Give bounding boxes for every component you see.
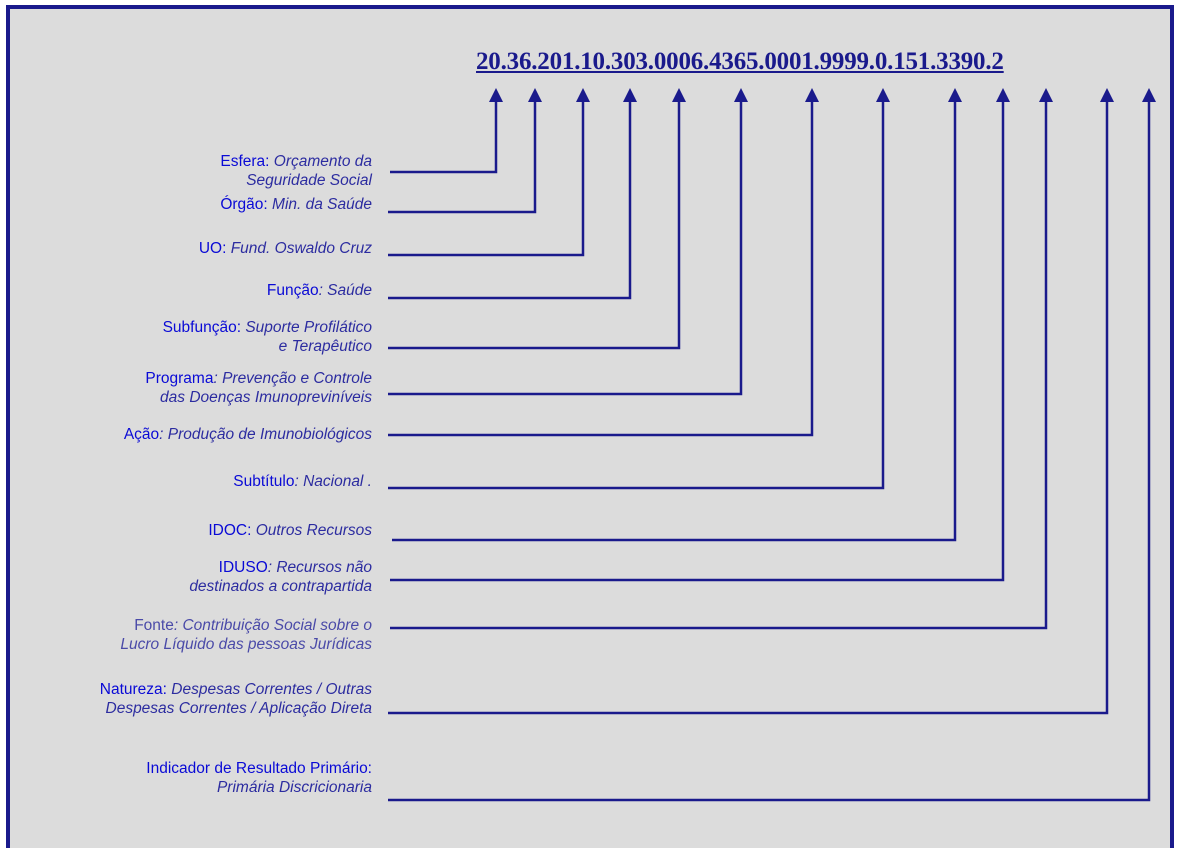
arrow-up-icon [576, 88, 590, 102]
connector-line [388, 102, 883, 488]
label-description: Despesas Correntes / Outras [166, 681, 372, 698]
connector-line [388, 102, 583, 255]
connector-line [388, 102, 1107, 713]
label-description: Primária Discricionaria [216, 779, 372, 796]
label-description: : Saúde [318, 282, 372, 299]
label-term: Ação [123, 426, 160, 443]
connector-line [390, 102, 1003, 580]
label-term: Função [266, 282, 319, 299]
arrow-up-icon [1142, 88, 1156, 102]
label-term: Fonte [134, 617, 174, 634]
label-term: Esfera: [220, 153, 270, 170]
arrow-up-icon [996, 88, 1010, 102]
label-term: IDOC: [208, 522, 252, 539]
label-description: : Recursos não [267, 559, 372, 576]
label-description: Despesas Correntes / Aplicação Direta [105, 700, 372, 717]
connector-line [390, 102, 1046, 628]
label-term: IDUSO [218, 559, 268, 576]
arrow-up-icon [623, 88, 637, 102]
arrow-up-icon [1039, 88, 1053, 102]
arrow-up-icon [734, 88, 748, 102]
arrow-up-icon [876, 88, 890, 102]
label-description: Min. da Saúde [267, 196, 372, 213]
label-description: das Doenças Imunopreviníveis [160, 389, 372, 406]
program-code: 20.36.201.10.303.0006.4365.0001.9999.0.151.3390.2 [476, 48, 1004, 75]
label-description: Lucro Líquido das pessoas Jurídicas [120, 636, 372, 653]
label-description: : Contribuição Social sobre o [173, 617, 372, 634]
label-term: Indicador de Resultado Primário: [146, 760, 372, 777]
label-description: destinados a contrapartida [189, 578, 372, 595]
label-description: : Nacional . [294, 473, 372, 490]
connector-line [390, 102, 496, 172]
label-description: Seguridade Social [246, 172, 372, 189]
arrow-up-icon [1100, 88, 1114, 102]
label-description: Suporte Profilático [241, 319, 372, 336]
connector-line [388, 102, 630, 298]
arrow-up-icon [528, 88, 542, 102]
arrow-up-icon [672, 88, 686, 102]
label-term: Órgão: [220, 196, 268, 213]
connector-line [388, 102, 741, 394]
connector-line [388, 102, 535, 212]
connector-line [388, 102, 1149, 800]
label-term: Subfunção: [162, 319, 242, 336]
label-term: Subtítulo [233, 473, 295, 490]
connector-line [388, 102, 679, 348]
label-term: UO: [198, 240, 227, 257]
label-term: Natureza: [99, 681, 167, 698]
arrow-up-icon [805, 88, 819, 102]
connector-line [392, 102, 955, 540]
arrow-up-icon [948, 88, 962, 102]
arrow-up-icon [489, 88, 503, 102]
label-description: : Produção de Imunobiológicos [159, 426, 372, 443]
label-description: Orçamento da [269, 153, 372, 170]
label-description: Fund. Oswaldo Cruz [226, 240, 372, 257]
label-term: Programa [145, 370, 214, 387]
label-description: : Prevenção e Controle [213, 370, 372, 387]
connector-line [388, 102, 812, 435]
label-description: Outros Recursos [251, 522, 372, 539]
label-description: e Terapêutico [278, 338, 372, 355]
